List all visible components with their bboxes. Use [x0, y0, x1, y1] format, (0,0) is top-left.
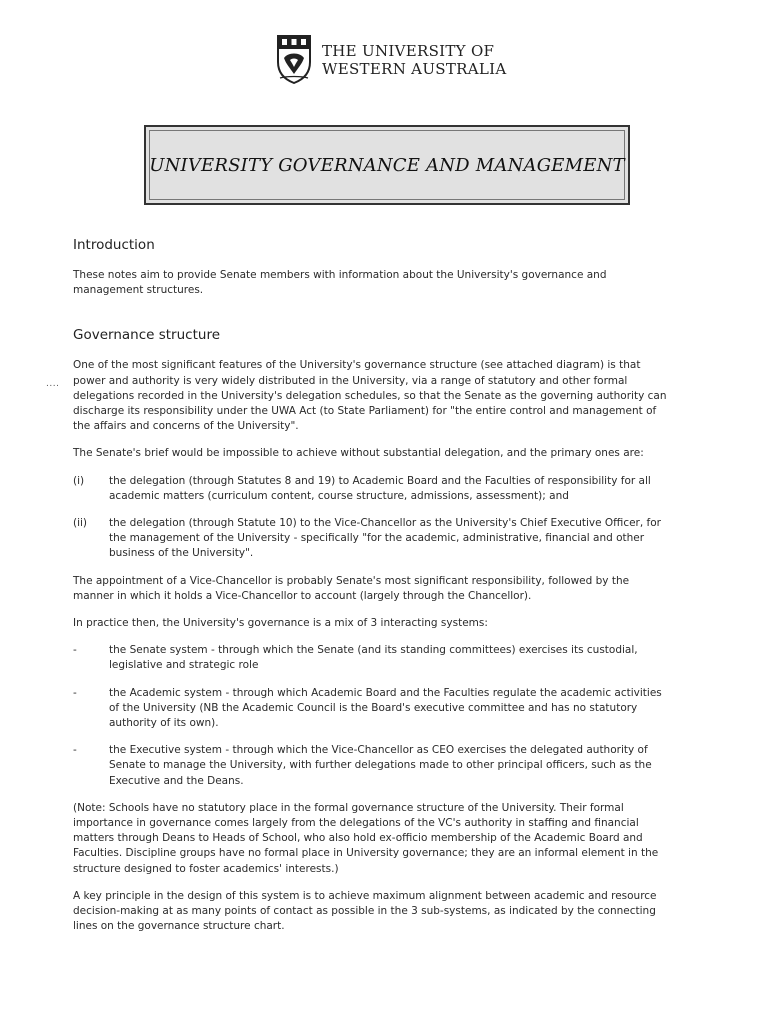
system-text: the Executive system - through which the Vice-Chancellor as CEO exercises the delegated authority of Senate to manage the University, with further delegations made to other principal officers, such as the Executive and the Deans.	[109, 744, 652, 787]
governance-paragraph-1: One of the most significant features of the University's governance structure (see attached diagram) is that power and authority is very widely distributed in the University, via a range of statutory and other formal delegations recorded in the University's delegation schedules, so that the Senate as the governing authority can discharge its responsibility under the UWA Act (to State Parliament) for "the entire control and management of the affairs and concerns of the University".	[73, 359, 667, 433]
university-crest-icon	[276, 34, 312, 84]
system-marker: -	[73, 744, 77, 757]
delegation-item	[73, 516, 673, 562]
system-marker: -	[73, 686, 77, 699]
delegation-marker: (i)	[73, 474, 85, 487]
governance-heading: Governance structure	[73, 327, 220, 344]
governance-paragraph-2: The Senate's brief would be impossible to achieve without substantial delegation, and the primary ones are:	[73, 447, 644, 460]
system-text: the Academic system - through which Academic Board and the Faculties regulate the academic activities of the University (NB the Academic Council is the Board's executive committee and has no statutory authority of its own).	[109, 686, 662, 730]
system-text: the Senate system - through which the Senate (and its standing committees) exercises its custodial, legislative and strategic role	[109, 644, 638, 672]
governance-paragraph-5: A key principle in the design of this system is to achieve maximum alignment between academic and resource decision-making at as many points of contact as possible in the 3 sub-systems, as indicated by the connecting lines on the governance structure chart.	[73, 889, 657, 933]
delegation-marker: (ii)	[73, 517, 88, 530]
governance-paragraph-3: The appointment of a Vice-Chancellor is probably Senate's most significant responsibility, followed by the manner in which it holds a Vice-Chancellor to account (largely through the Chancellor).	[73, 574, 630, 602]
university-name	[322, 42, 507, 78]
governance-paragraph-4: In practice then, the University's governance is a mix of 3 interacting systems:	[73, 617, 488, 630]
document-title: UNIVERSITY GOVERNANCE AND MANAGEMENT	[149, 155, 625, 176]
delegation-text: the delegation (through Statutes 8 and 19) to Academic Board and the Faculties of responsibility for all academic matters (curriculum content, course structure, admissions, assessment); and	[109, 474, 651, 502]
delegation-text: the delegation (through Statute 10) to the Vice-Chancellor as the University's Chief Executive Officer, for the management of the University - specifically "for the academic, administrative, financial and other business of the University".	[109, 517, 661, 560]
university-logo	[276, 34, 507, 86]
system-marker: -	[73, 644, 77, 657]
system-item	[73, 643, 673, 673]
title-box	[144, 125, 630, 205]
delegation-item	[73, 474, 673, 504]
introduction-paragraph: These notes aim to provide Senate members with information about the University's governance and management structures.	[73, 269, 607, 297]
governance-note: (Note: Schools have no statutory place in the formal governance structure of the University. Their formal importance in governance comes largely from the delegations of the VC's authority in staffing and financial matters through Deans to Heads of School, who also hold ex-officio membership of the Academic Board and Faculties. Discipline groups have no formal place in University governance; they are an informal element in the structure designed to foster academics' interests.)	[73, 801, 659, 875]
university-name-line2: WESTERN AUSTRALIA	[322, 60, 507, 78]
document-body	[73, 236, 673, 947]
introduction-heading: Introduction	[73, 237, 155, 253]
university-name-line1: THE UNIVERSITY OF	[322, 42, 495, 60]
system-item	[73, 686, 673, 732]
system-item	[73, 743, 673, 789]
margin-mark: ....	[46, 379, 60, 389]
